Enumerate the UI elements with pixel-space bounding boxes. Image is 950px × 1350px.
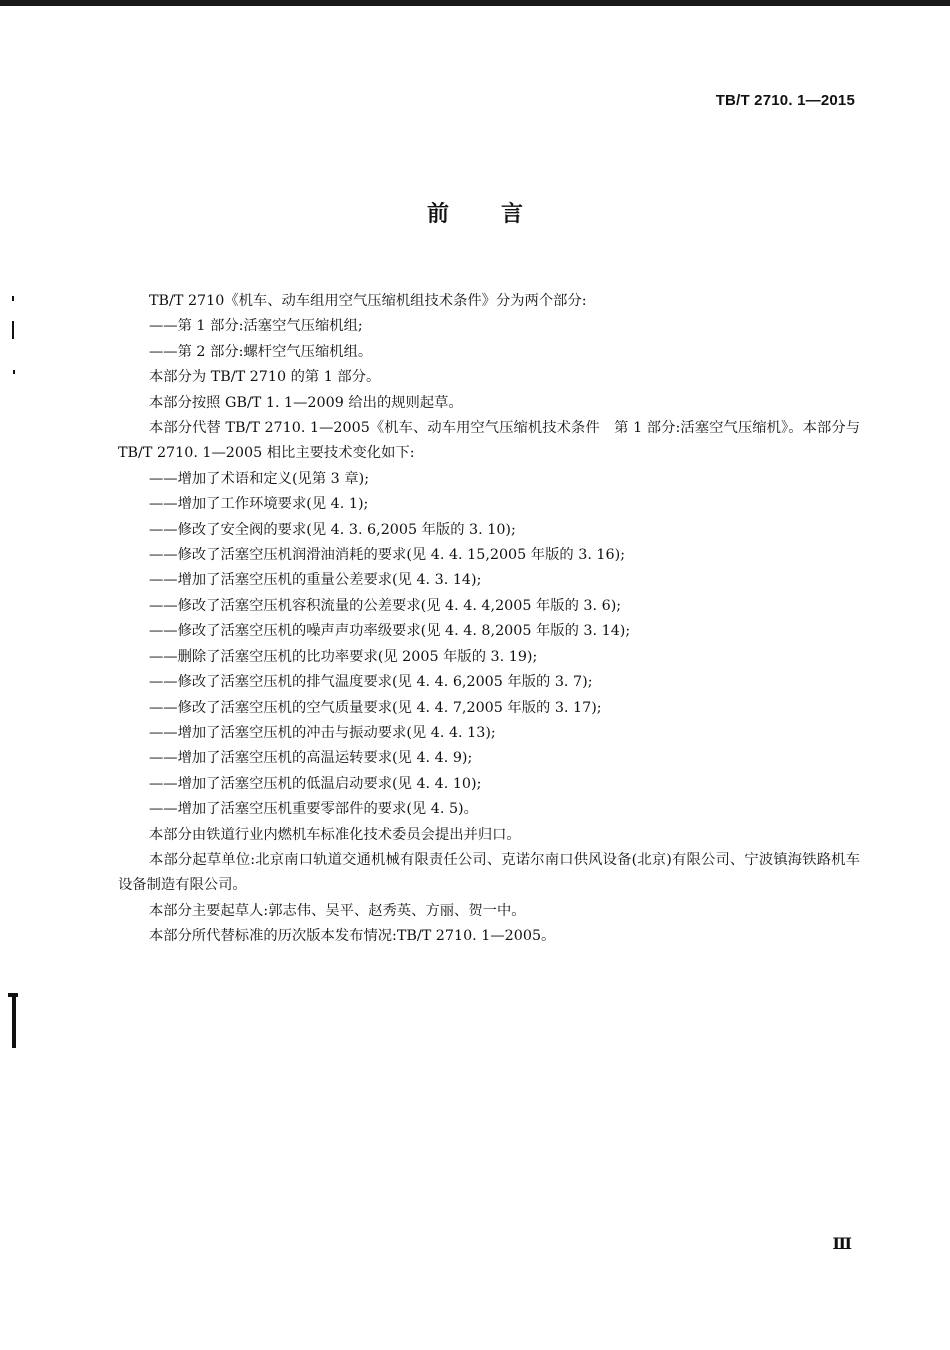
list-item: ——修改了活塞空压机的排气温度要求(见 4. 4. 6,2005 年版的 3. 7); (149, 674, 593, 691)
list-item: ——修改了安全阀的要求(见 4. 3. 6,2005 年版的 3. 10); (149, 521, 516, 538)
list-item: ——修改了活塞空压机的空气质量要求(见 4. 4. 7,2005 年版的 3. 17); (149, 699, 602, 716)
list-item: ——第 2 部分:螺杆空气压缩机组。 (149, 343, 373, 360)
scan-mark (13, 370, 15, 374)
list-item: ——修改了活塞空压机润滑油消耗的要求(见 4. 4. 15,2005 年版的 3. 16); (149, 547, 626, 564)
paragraph: 本部分由铁道行业内燃机车标准化技术委员会提出并归口。 (149, 826, 521, 843)
scan-mark (12, 321, 14, 339)
paragraph: 本部分主要起草人:郭志伟、吴平、赵秀英、方丽、贺一中。 (149, 902, 526, 919)
page-title: 前言 (426, 202, 575, 227)
paragraph: 本部分所代替标准的历次版本发布情况:TB/T 2710. 1—2005。 (149, 928, 556, 945)
scan-mark (12, 996, 16, 1048)
page-number: Ⅲ (832, 1234, 852, 1253)
list-item: ——修改了活塞空压机容积流量的公差要求(见 4. 4. 4,2005 年版的 3. 6); (149, 597, 622, 614)
list-item: ——增加了工作环境要求(见 4. 1); (149, 496, 369, 513)
foreword-body (118, 289, 860, 950)
list-item: ——增加了活塞空压机的重量公差要求(见 4. 3. 14); (149, 572, 482, 589)
list-item: ——增加了活塞空压机重要零部件的要求(见 4. 5)。 (149, 801, 478, 818)
list-item: ——增加了活塞空压机的高温运转要求(见 4. 4. 9); (149, 750, 473, 767)
paragraph: TB/T 2710《机车、动车组用空气压缩机组技术条件》分为两个部分: (149, 293, 587, 309)
list-item: ——增加了活塞空压机的低温启动要求(见 4. 4. 10); (149, 775, 482, 792)
list-item: ——增加了活塞空压机的冲击与振动要求(见 4. 4. 13); (149, 724, 496, 741)
paragraph: 本部分起草单位:北京南口轨道交通机械有限责任公司、克诺尔南口供风设备(北京)有限公司、宁波镇海铁路机车设备制造有限公司。 (118, 851, 860, 894)
document-code: TB/T 2710. 1—2015 (715, 92, 855, 109)
list-item: ——第 1 部分:活塞空气压缩机组; (149, 318, 363, 335)
list-item: ——增加了术语和定义(见第 3 章); (149, 470, 370, 487)
scan-top-border (0, 0, 950, 6)
paragraph: 本部分代替 TB/T 2710. 1—2005《机车、动车用空气压缩机技术条件 第 1 部分:活塞空气压缩机》。本部分与 TB/T 2710. 1—2005 相比主要技术变化如下: (118, 420, 860, 462)
list-item: ——删除了活塞空压机的比功率要求(见 2005 年版的 3. 19); (149, 648, 538, 665)
scan-mark (12, 296, 14, 301)
list-item: ——修改了活塞空压机的噪声声功率级要求(见 4. 4. 8,2005 年版的 3. 14); (149, 623, 631, 640)
paragraph: 本部分为 TB/T 2710 的第 1 部分。 (149, 369, 381, 386)
paragraph: 本部分按照 GB/T 1. 1—2009 给出的规则起草。 (149, 394, 463, 411)
